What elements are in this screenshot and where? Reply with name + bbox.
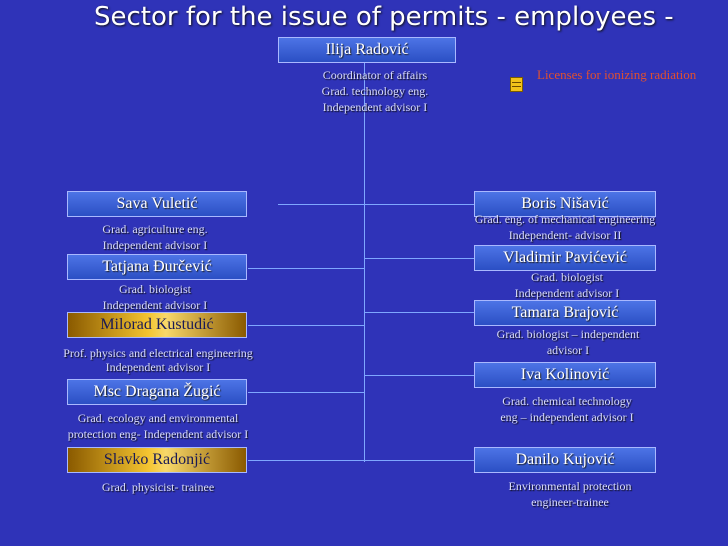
- employee-name: Msc Dragana Žugić: [93, 383, 221, 400]
- employee-degree: Grad. biologist: [531, 270, 603, 284]
- document-icon: [510, 77, 523, 92]
- employee-position: Independent- advisor II: [508, 228, 622, 242]
- head-name-box: [278, 37, 456, 63]
- employee-name: Iva Kolinović: [520, 366, 610, 383]
- head-name: Ilija Radović: [325, 41, 409, 58]
- branch-line-left-3: [248, 325, 364, 326]
- employee-position: Independent advisor I: [102, 238, 208, 252]
- employee-degree: Grad. chemical technology: [502, 394, 632, 408]
- branch-line-left-5: [248, 460, 364, 461]
- employee-name: Vladimir Pavićević: [503, 249, 627, 266]
- employee-degree: Grad. biologist – independent: [496, 327, 640, 341]
- employee-name: Tamara Brajović: [511, 304, 619, 321]
- branch-line-right-3: [364, 312, 474, 313]
- head-position: Independent advisor I: [322, 100, 428, 114]
- employee-position: advisor I: [546, 343, 590, 357]
- employee-description: [482, 479, 658, 509]
- legend-label: Licenses for ionizing radiation: [537, 67, 697, 82]
- branch-line-right-4: [364, 375, 474, 376]
- branch-line-left-2: [248, 268, 364, 269]
- head-role: Coordinator of affairs: [322, 68, 428, 82]
- branch-line-left-4: [248, 392, 364, 393]
- employee-box-iva: [474, 362, 656, 388]
- employee-description: [46, 411, 270, 441]
- employee-description: [70, 480, 246, 494]
- employee-degree: Grad. eng. of mechanical engineering: [474, 212, 656, 226]
- branch-line-right-2: [364, 258, 474, 259]
- employee-box-vladimir: [474, 245, 656, 271]
- employee-name: Tatjana Đurčević: [102, 258, 212, 275]
- employee-degree: Grad. physicist- trainee: [101, 480, 215, 494]
- employee-position: Independent advisor I: [514, 286, 620, 300]
- employee-box-sava: [67, 191, 247, 217]
- employee-name: Milorad Kustudić: [100, 316, 214, 333]
- branch-line-left-1: [278, 204, 364, 205]
- head-degree: Grad. technology eng.: [321, 84, 429, 98]
- employee-description: [70, 282, 240, 312]
- employee-degree: Grad. biologist: [119, 282, 191, 296]
- employee-degree: Grad. ecology and environmental: [77, 411, 239, 425]
- employee-degree: Environmental protection: [508, 479, 632, 493]
- employee-description: [482, 394, 652, 424]
- employee-description: [70, 222, 240, 252]
- branch-line-right-1: [364, 204, 474, 205]
- employee-name: Danilo Kujović: [515, 451, 615, 468]
- employee-degree: Grad. agriculture eng.: [102, 222, 208, 236]
- employee-description: [40, 346, 276, 374]
- employee-position: engineer-trainee: [531, 495, 609, 509]
- head-description: [290, 68, 460, 114]
- employee-description: [480, 327, 656, 357]
- trunk-line: [364, 62, 365, 462]
- employee-box-tamara: [474, 300, 656, 326]
- employee-description: [458, 212, 672, 242]
- employee-position: protection eng- Independent advisor I: [67, 427, 249, 441]
- employee-description: [482, 270, 652, 300]
- employee-box-slavko: [67, 447, 247, 473]
- employee-position: eng – independent advisor I: [500, 410, 634, 424]
- employee-degree: Prof. physics and electrical engineering: [63, 346, 253, 360]
- page-title: Sector for the issue of permits - employees -: [94, 2, 674, 32]
- employee-box-tatjana: [67, 254, 247, 280]
- employee-box-dragana: [67, 379, 247, 405]
- employee-name: Slavko Radonjić: [103, 451, 211, 468]
- employee-position: Independent advisor I: [102, 298, 208, 312]
- branch-line-right-5: [364, 460, 474, 461]
- employee-box-milorad: [67, 312, 247, 338]
- employee-box-danilo: [474, 447, 656, 473]
- employee-name: Sava Vuletić: [116, 195, 198, 212]
- employee-position: Independent advisor I: [105, 360, 211, 374]
- employee-name: Boris Nišavić: [521, 195, 609, 212]
